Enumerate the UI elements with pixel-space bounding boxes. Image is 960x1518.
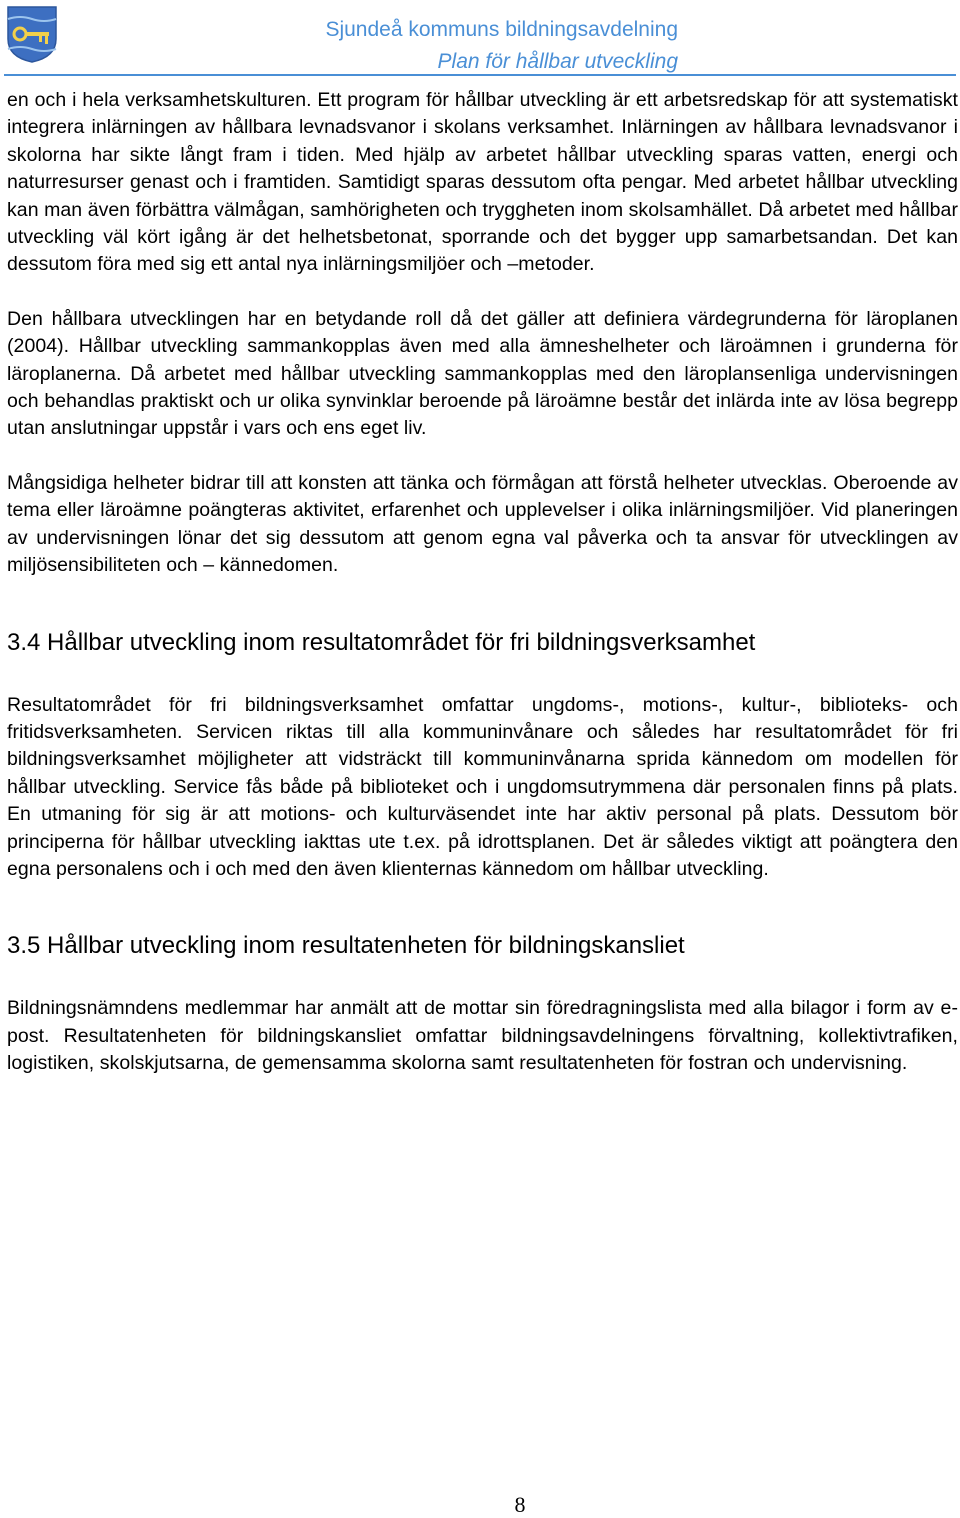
document-body: [7, 87, 958, 1078]
header-divider: [4, 74, 956, 76]
body-paragraph: Den hållbara utvecklingen har en betydande roll då det gäller att definiera värdegrunderna för läroplanen (2004). Hållbar utveckling sammankopplas även med alla ämneshelheter och läroämnen i grunderna för läroplanerna. Då arbetet med hållbar utveckling sammankopplas med den läroplansenliga undervisningen och behandlas praktiskt och ur olika synvinklar beroende på läroämne består det inlärda inte av lösa begrepp utan anslutningar uppstår i vars och ens eget liv.: [7, 307, 958, 440]
document-header: [325, 14, 678, 78]
header-title: Sjundeå kommuns bildningsavdelning: [325, 18, 678, 41]
body-paragraph: Bildningsnämndens medlemmar har anmält att de mottar sin föredragningslista med alla bilagor i form av e-post. Resultatenheten för bildningskansliet omfattar bildningsavdelningens förvaltning, kollektivtrafiken, logistiken, skolskjutsarna, de gemensamma skolorna samt resultatenheten för fostran och undervisning.: [7, 997, 958, 1075]
body-paragraph: Resultatområdet för fri bildningsverksamhet omfattar ungdoms-, motions-, kultur-, biblioteks- och fritidsverksamheten. Servicen riktas till alla kommuninvånare och således har resultatområdet för fri bildningsverksamhet möjligheter att vidsträckt till kommuninvånarna sprida kännedom om modellen för hållbar utveckling. Service fås både på biblioteket och i ungdomsutrymmena där personalen finns på plats. En utmaning för sig är att motions- och kulturväsendet inte har aktiv personal på plats. Dessutom bör principerna för hållbar utveckling iakttas ute t.ex. på idrottsplanen. Det är således viktigt att poängtera den egna personalens och i och med den även klienternas kännedom om hållbar utveckling.: [7, 693, 958, 880]
page-number: 8: [514, 1492, 526, 1517]
section-heading-3-4: 3.4 Hållbar utveckling inom resultatområdet för fri bildningsverksamhet: [7, 628, 756, 656]
section-heading-3-5: 3.5 Hållbar utveckling inom resultatenheten för bildningskansliet: [7, 932, 685, 960]
header-subtitle: Plan för hållbar utveckling: [437, 50, 678, 73]
body-paragraph: Mångsidiga helheter bidrar till att konsten att tänka och förmågan att förstå helheter utvecklas. Oberoende av tema eller läroämne poängteras aktivitet, erfarenhet och upplevelser i olika inlärningsmiljöer. Vid planeringen av undervisningen lönar det sig dessutom att genom egna val påverka och ta ansvar för utvecklingen av miljösensibiliteten och – kännedomen.: [7, 471, 958, 577]
body-paragraph: en och i hela verksamhetskulturen. Ett program för hållbar utveckling är ett arbetsredskap för att systematiskt integrera inlärningen av hållbara levnadsvanor i skolans verksamhet. Inlärningen av hållbara levnadsvanor i skolorna har sikte långt fram i tiden. Med hjälp av arbetet hållbar utveckling sparas vatten, energi och naturresurser genast och i framtiden. Samtidigt sparas dessutom ofta pengar. Med arbetet hållbar utveckling kan man även förbättra välmågan, samhörigheten och tryggheten inom skolsamhället. Då arbetet med hållbar utveckling väl kört igång är det helhetsbetonat, sporrande och det bygger upp samarbetsandan. Det kan dessutom föra med sig ett antal nya inlärningsmiljöer och –metoder.: [7, 89, 958, 276]
coat-of-arms-logo-icon: [6, 5, 58, 63]
